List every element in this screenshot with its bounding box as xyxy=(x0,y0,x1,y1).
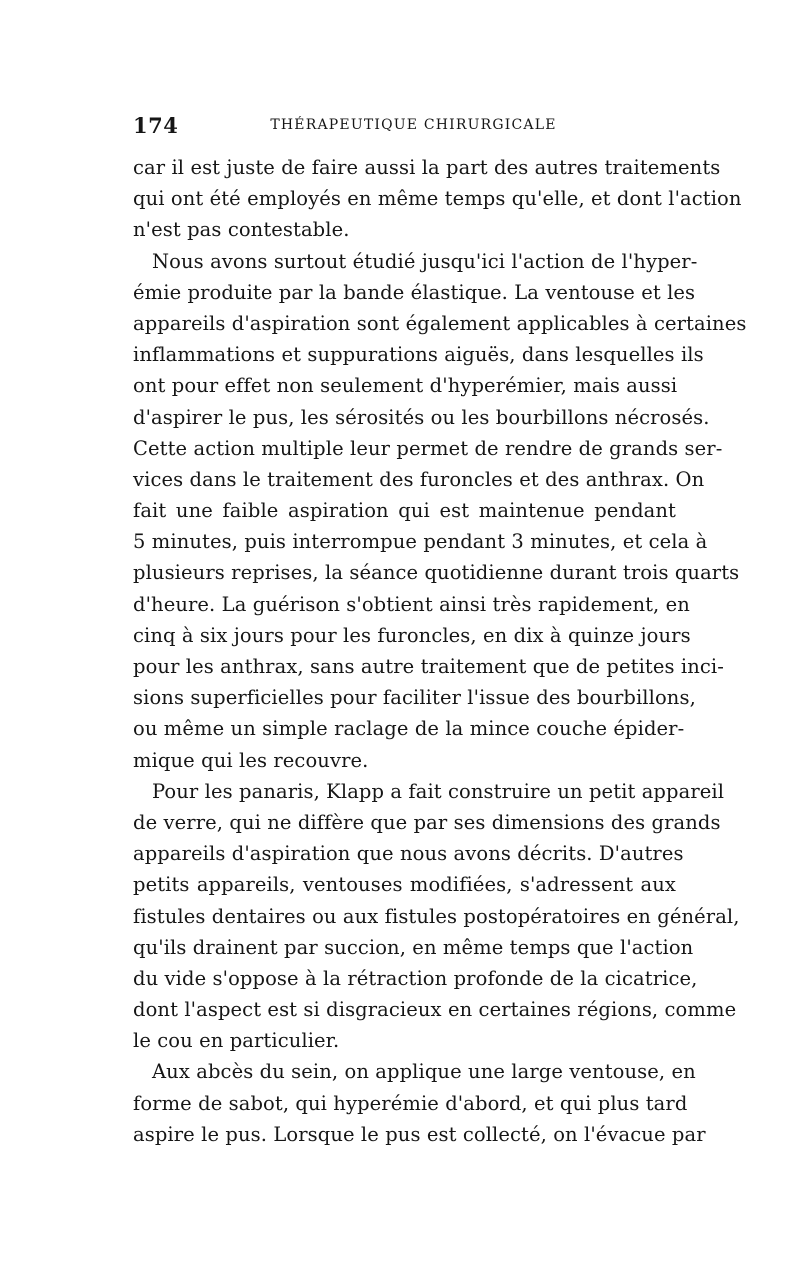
text-line: du vide s'oppose à la rétraction profonde de la cicatrice, xyxy=(133,966,698,990)
text-line: appareils d'aspiration que nous avons décrits. D'autres xyxy=(133,842,684,866)
text-line: d'aspirer le pus, les sérosités ou les bourbillons nécrosés. xyxy=(133,405,710,429)
text-line: émie produite par la bande élastique. La ventouse et les xyxy=(133,280,696,304)
page-number: 174 xyxy=(133,113,179,138)
text-line: pour les anthrax, sans autre traitement que de petites inci- xyxy=(133,655,724,678)
text-line: appareils d'aspiration sont également applicables à certaines xyxy=(133,311,747,335)
text-line: fait une faible aspiration qui est maintenue pendant xyxy=(133,499,676,523)
text-line: Aux abcès du sein, on applique une large ventouse, en xyxy=(152,1060,696,1084)
body-text xyxy=(133,152,747,1150)
text-line: Nous avons surtout étudié jusqu'ici l'action de l'hyper- xyxy=(152,249,698,273)
text-line: plusieurs reprises, la séance quotidienne durant trois quarts xyxy=(133,561,740,585)
text-line: car il est juste de faire aussi la part des autres traitements xyxy=(133,156,721,179)
text-line: le cou en particulier. xyxy=(133,1029,340,1053)
text-line: dont l'aspect est si disgracieux en certaines régions, comme xyxy=(133,998,737,1022)
text-line: aspire le pus. Lorsque le pus est collecté, on l'évacue par xyxy=(133,1122,706,1146)
text-line: forme de sabot, qui hyperémie d'abord, et qui plus tard xyxy=(133,1091,688,1115)
text-line: d'heure. La guérison s'obtient ainsi très rapidement, en xyxy=(133,592,690,616)
text-line: fistules dentaires ou aux fistules postopératoires en général, xyxy=(133,904,740,928)
text-line: 5 minutes, puis interrompue pendant 3 minutes, et cela à xyxy=(133,530,708,554)
text-line: mique qui les recouvre. xyxy=(133,748,369,772)
text-line: cinq à six jours pour les furoncles, en dix à quinze jours xyxy=(133,623,691,647)
running-title: THÉRAPEUTIQUE CHIRURGICALE xyxy=(270,117,557,133)
page-header xyxy=(133,113,676,143)
text-line: sions superficielles pour faciliter l'issue des bourbillons, xyxy=(133,686,696,710)
text-line: de verre, qui ne diffère que par ses dimensions des grands xyxy=(133,810,721,834)
text-line: Cette action multiple leur permet de rendre de grands ser- xyxy=(133,436,723,460)
text-line: qu'ils drainent par succion, en même temps que l'action xyxy=(133,935,694,959)
text-line: ou même un simple raclage de la mince couche épider- xyxy=(133,717,685,741)
text-line: Pour les panaris, Klapp a fait construire un petit appareil xyxy=(152,779,725,803)
text-line: qui ont été employés en même temps qu'elle, et dont l'action xyxy=(133,187,742,211)
text-line: vices dans le traitement des furoncles et des anthrax. On xyxy=(133,467,705,491)
text-line: ont pour effet non seulement d'hyperémier, mais aussi xyxy=(133,374,678,398)
text-line: inflammations et suppurations aiguës, dans lesquelles ils xyxy=(133,343,704,367)
text-line: petits appareils, ventouses modifiées, s'adressent aux xyxy=(133,873,676,897)
text-line: n'est pas contestable. xyxy=(133,218,350,242)
